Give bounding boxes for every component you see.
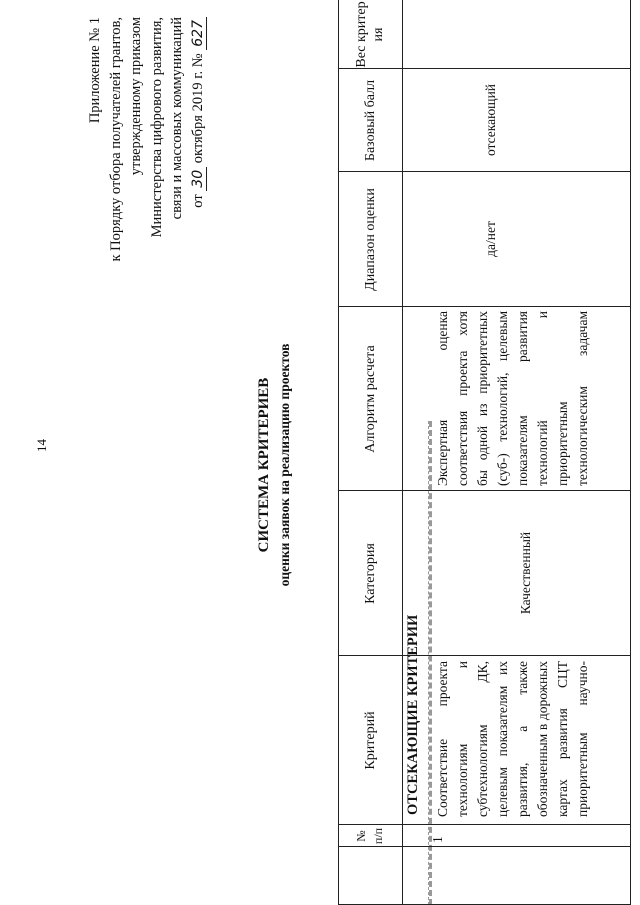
criterion-line: Соответствие проекта xyxy=(435,661,450,817)
header-category: Категория xyxy=(362,543,378,604)
appendix-line: Приложение № 1 xyxy=(87,17,103,124)
handwritten-order-number: 627 xyxy=(190,17,207,50)
algorithm-line: показателям развития xyxy=(515,311,530,486)
date-prefix: от xyxy=(189,194,206,208)
page-number: 14 xyxy=(34,439,49,452)
header-num: № п/п xyxy=(354,827,385,845)
table-border-bottom xyxy=(630,0,631,905)
range-cell: да/нет xyxy=(483,221,498,257)
header-range: Диапазон оценки xyxy=(362,188,378,291)
appendix-line: к Порядку отбора получателей грантов, xyxy=(107,17,124,262)
algorithm-line: Экспертная оценка xyxy=(435,311,450,486)
date-mid: октября 2019 г. № xyxy=(189,53,206,164)
criterion-line: субтехнологиям ДК, xyxy=(475,661,490,817)
appendix-line: Министерства цифрового развития, xyxy=(148,17,165,238)
base-score-cell: отсекающий xyxy=(483,83,498,157)
criterion-line: приоритетным научно- xyxy=(575,661,590,817)
algorithm-line: технологическим задачам xyxy=(575,311,590,486)
handwritten-day: 30 xyxy=(190,167,207,191)
appendix-line: утвержденному приказом xyxy=(128,17,144,176)
header-criterion: Критерий xyxy=(362,711,378,770)
algorithm-line: бы одной из приоритетных xyxy=(475,311,490,486)
criterion-line: целевым показателям их xyxy=(495,661,510,817)
criterion-line: развития, а также xyxy=(515,661,530,817)
algorithm-line: соответствия проекта хотя xyxy=(455,311,470,486)
algorithm-line: (суб-) технологий, целевым xyxy=(495,311,510,486)
appendix-line: связи и массовых коммуникаций xyxy=(169,17,185,220)
criteria-table xyxy=(338,0,630,905)
criterion-line: обозначенным в дорожных xyxy=(535,661,550,817)
document-title: СИСТЕМА КРИТЕРИЕВ xyxy=(256,377,272,553)
category-cell: Качественный xyxy=(518,531,533,615)
appendix-date-line xyxy=(188,17,209,317)
criterion-line: технологиям и xyxy=(455,661,470,817)
header-algorithm: Алгоритм расчета xyxy=(362,345,378,453)
algorithm-cell xyxy=(433,311,628,486)
header-base-score: Базовый балл xyxy=(362,79,378,162)
criterion-cell xyxy=(433,661,628,817)
section-label: ОТСЕКАЮЩИЕ КРИТЕРИИ xyxy=(405,614,421,815)
appendix-block xyxy=(85,17,208,317)
header-separator xyxy=(402,0,403,905)
header-weight: Вес критер ия xyxy=(354,1,386,68)
criterion-line: картах развития СЦТ xyxy=(555,661,570,817)
algorithm-line: приоритетным xyxy=(555,401,570,486)
row-number: 1 xyxy=(430,836,445,843)
weight-cell xyxy=(483,3,505,65)
algorithm-line: технологий и xyxy=(535,311,550,486)
document-subtitle: оценки заявок на реализацию проектов xyxy=(277,343,292,587)
